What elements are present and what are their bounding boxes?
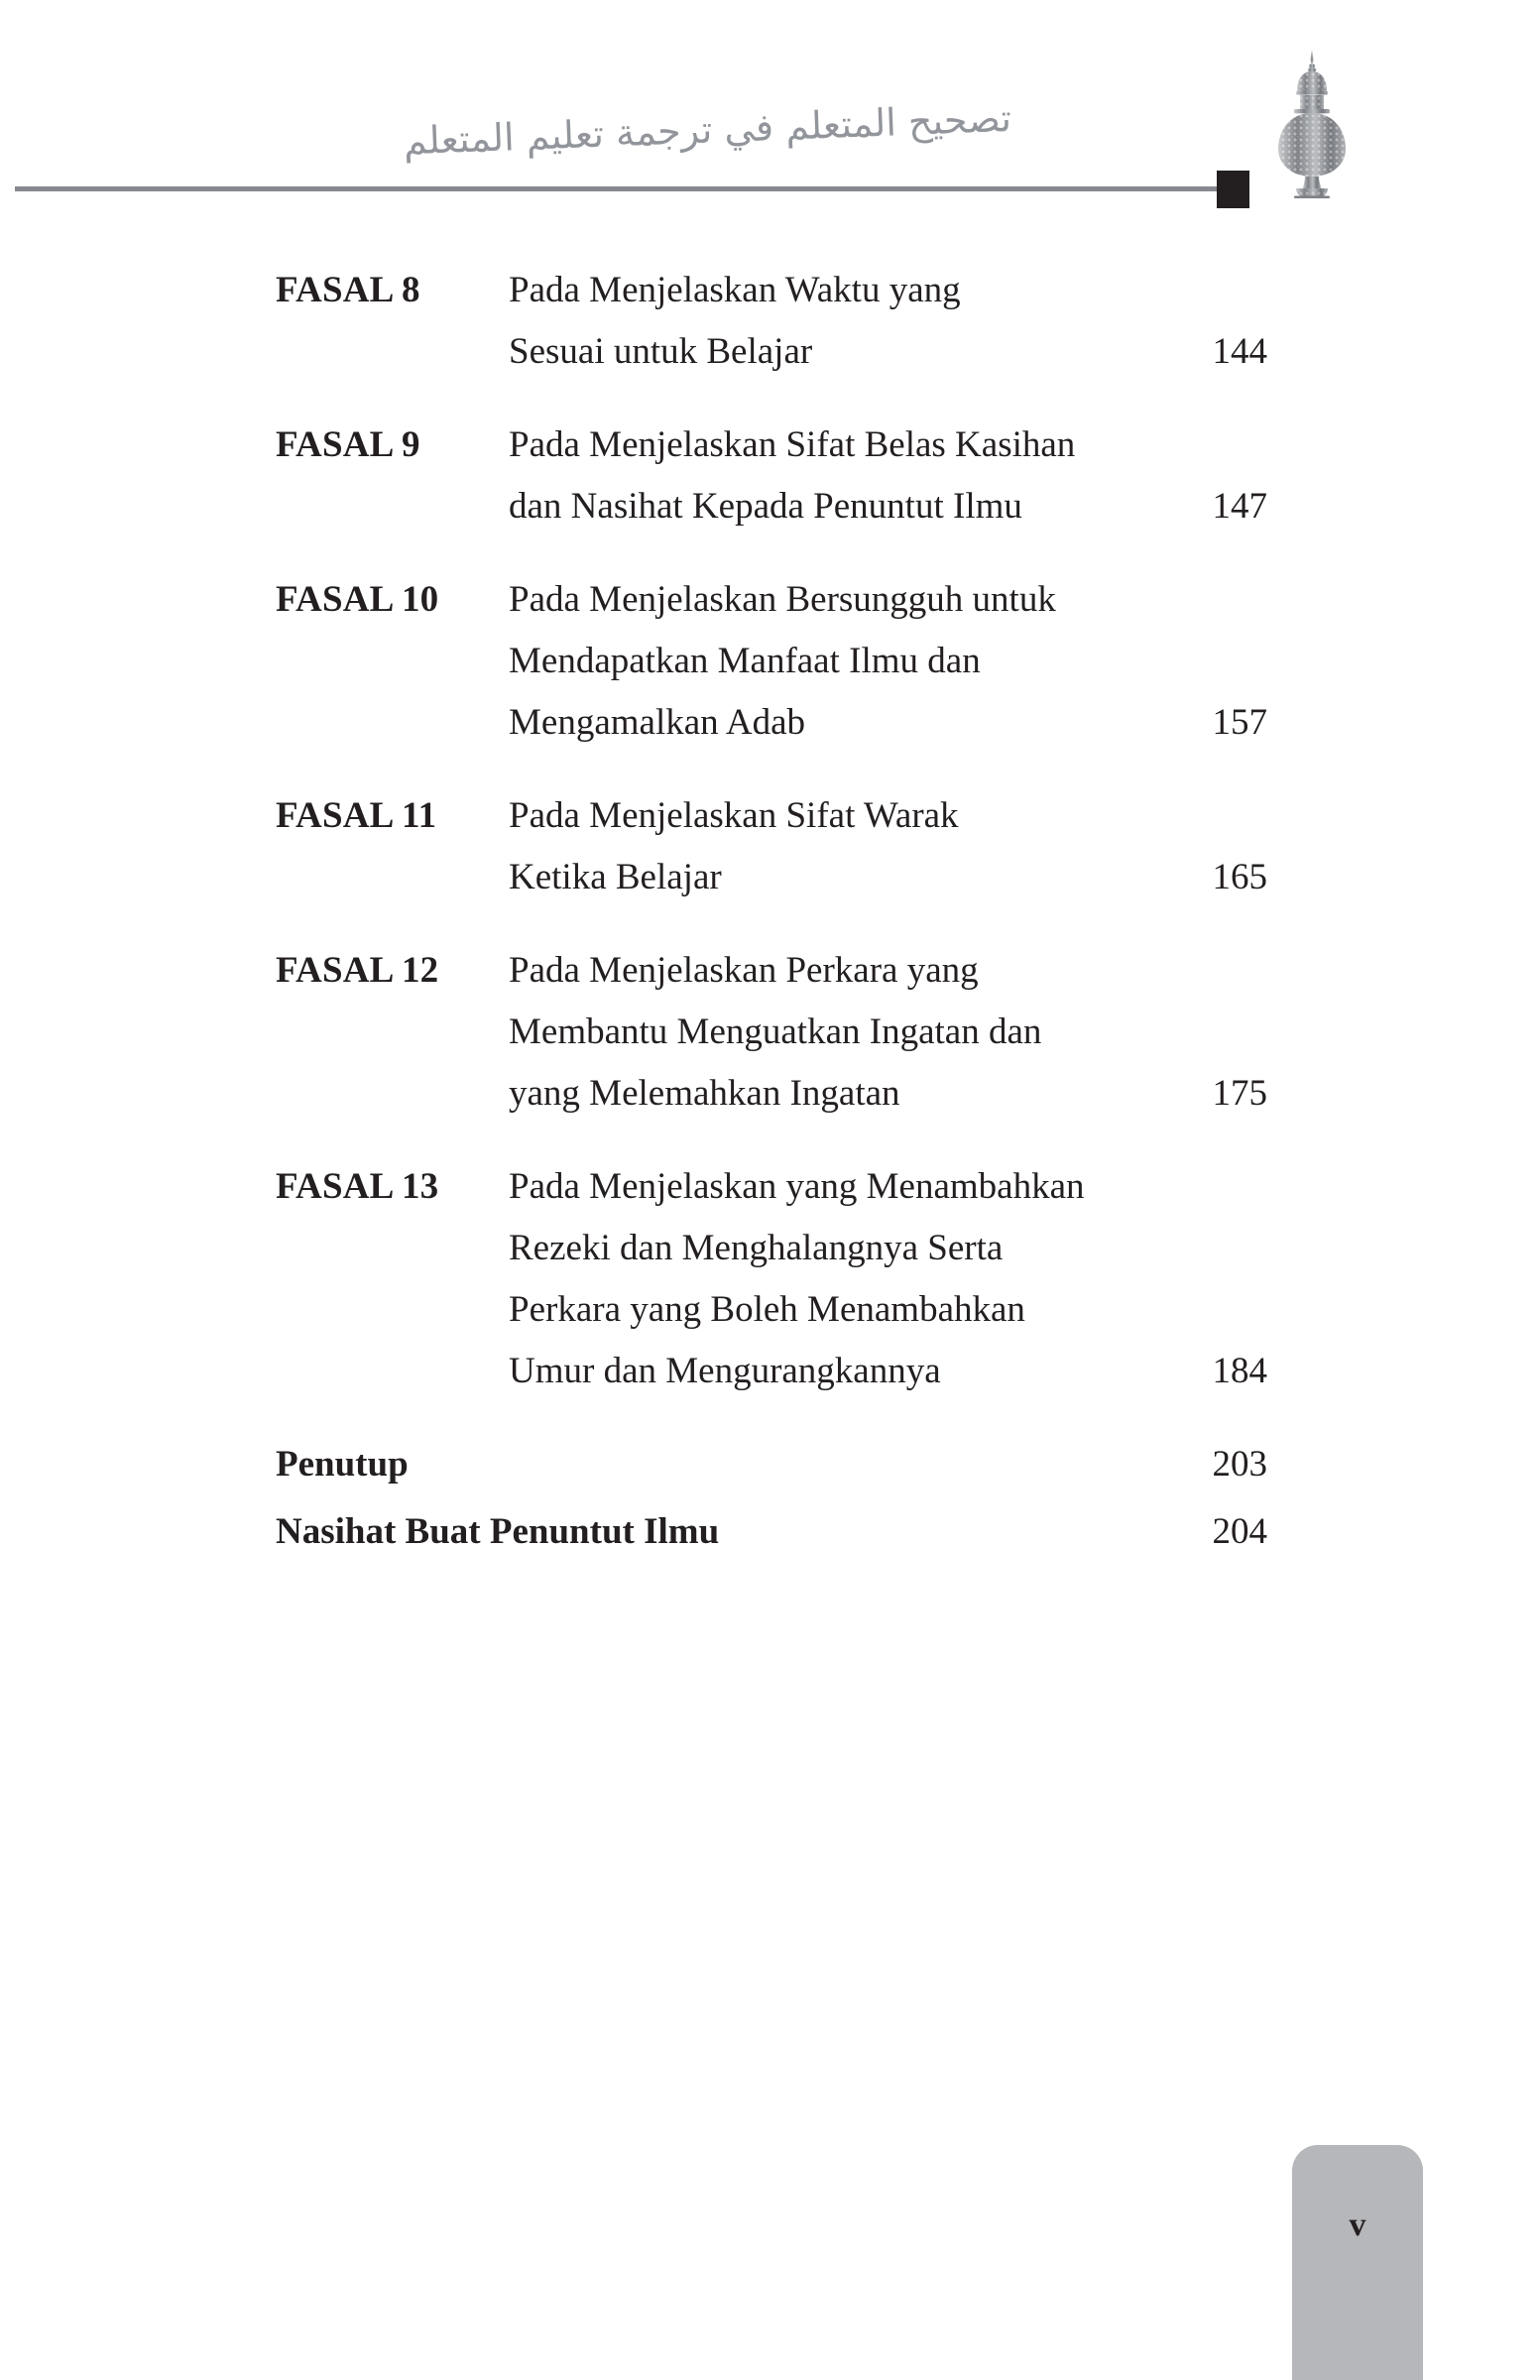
toc-title-line: Pada Menjelaskan Waktu yang <box>509 270 961 310</box>
toc-entry[interactable] <box>0 569 1540 785</box>
running-head-end-block <box>1217 171 1249 208</box>
toc-entry-label: FASAL 8 <box>276 270 420 310</box>
filigree-vase-ornament <box>1274 48 1350 198</box>
toc-title-line: Umur dan Mengurangkannya <box>509 1351 941 1391</box>
toc-entry-page-number: 157 <box>1212 702 1267 743</box>
toc-title-line: Rezeki dan Menghalangnya Serta <box>509 1228 1004 1268</box>
toc-title-line: Pada Menjelaskan Sifat Belas Kasihan <box>509 424 1076 465</box>
toc-entry-label: FASAL 13 <box>276 1166 439 1207</box>
toc-title-line: Sesuai untuk Belajar <box>509 331 813 372</box>
toc-entry-page-number: 184 <box>1212 1351 1267 1391</box>
toc-title-line: Pada Menjelaskan Sifat Warak <box>509 795 959 836</box>
toc-entry[interactable] <box>0 1434 1540 1501</box>
toc-title-line: Mendapatkan Manfaat Ilmu dan <box>509 641 981 681</box>
toc-entry-label: FASAL 10 <box>276 579 439 620</box>
toc-entry-label: FASAL 11 <box>276 795 437 836</box>
toc-title-line: Perkara yang Boleh Menambahkan <box>509 1289 1025 1330</box>
toc-title-line: Pada Menjelaskan Perkara yang <box>509 950 979 991</box>
toc-title-line: yang Melemahkan Ingatan <box>509 1073 900 1114</box>
table-of-contents <box>0 260 1540 1569</box>
toc-entry-page-number: 144 <box>1212 331 1267 372</box>
toc-entry[interactable] <box>0 1501 1540 1569</box>
toc-entry-label: FASAL 9 <box>276 424 420 465</box>
toc-title-line: Pada Menjelaskan yang Menambahkan <box>509 1166 1085 1207</box>
toc-entry-page-number: 203 <box>1212 1444 1267 1485</box>
toc-entry-page-number: 147 <box>1212 486 1267 527</box>
toc-entry-page-number: 204 <box>1212 1511 1267 1552</box>
toc-entry[interactable] <box>0 415 1540 569</box>
toc-title-line: Penutup <box>276 1444 409 1485</box>
page-number-tab <box>1292 2145 1423 2380</box>
toc-title-line: dan Nasihat Kepada Penuntut Ilmu <box>509 486 1022 527</box>
toc-title-line: Mengamalkan Adab <box>509 702 805 743</box>
running-head-rule <box>15 186 1217 191</box>
toc-title-line: Ketika Belajar <box>509 857 722 897</box>
toc-entry[interactable] <box>0 785 1540 940</box>
toc-title-line: Membantu Menguatkan Ingatan dan <box>509 1012 1042 1052</box>
toc-entry-label: FASAL 12 <box>276 950 439 991</box>
toc-title-line: Pada Menjelaskan Bersungguh untuk <box>509 579 1056 620</box>
toc-entry-page-number: 175 <box>1212 1073 1267 1114</box>
toc-entry[interactable] <box>0 260 1540 415</box>
toc-entry[interactable] <box>0 940 1540 1156</box>
toc-entry-page-number: 165 <box>1212 857 1267 897</box>
running-head-arabic-title: تصحيح المتعلم في ترجمة تعليم المتعلم <box>402 95 1012 164</box>
toc-entry[interactable] <box>0 1156 1540 1434</box>
toc-title-line: Nasihat Buat Penuntut Ilmu <box>276 1511 720 1552</box>
page-number: v <box>1349 2206 1366 2243</box>
